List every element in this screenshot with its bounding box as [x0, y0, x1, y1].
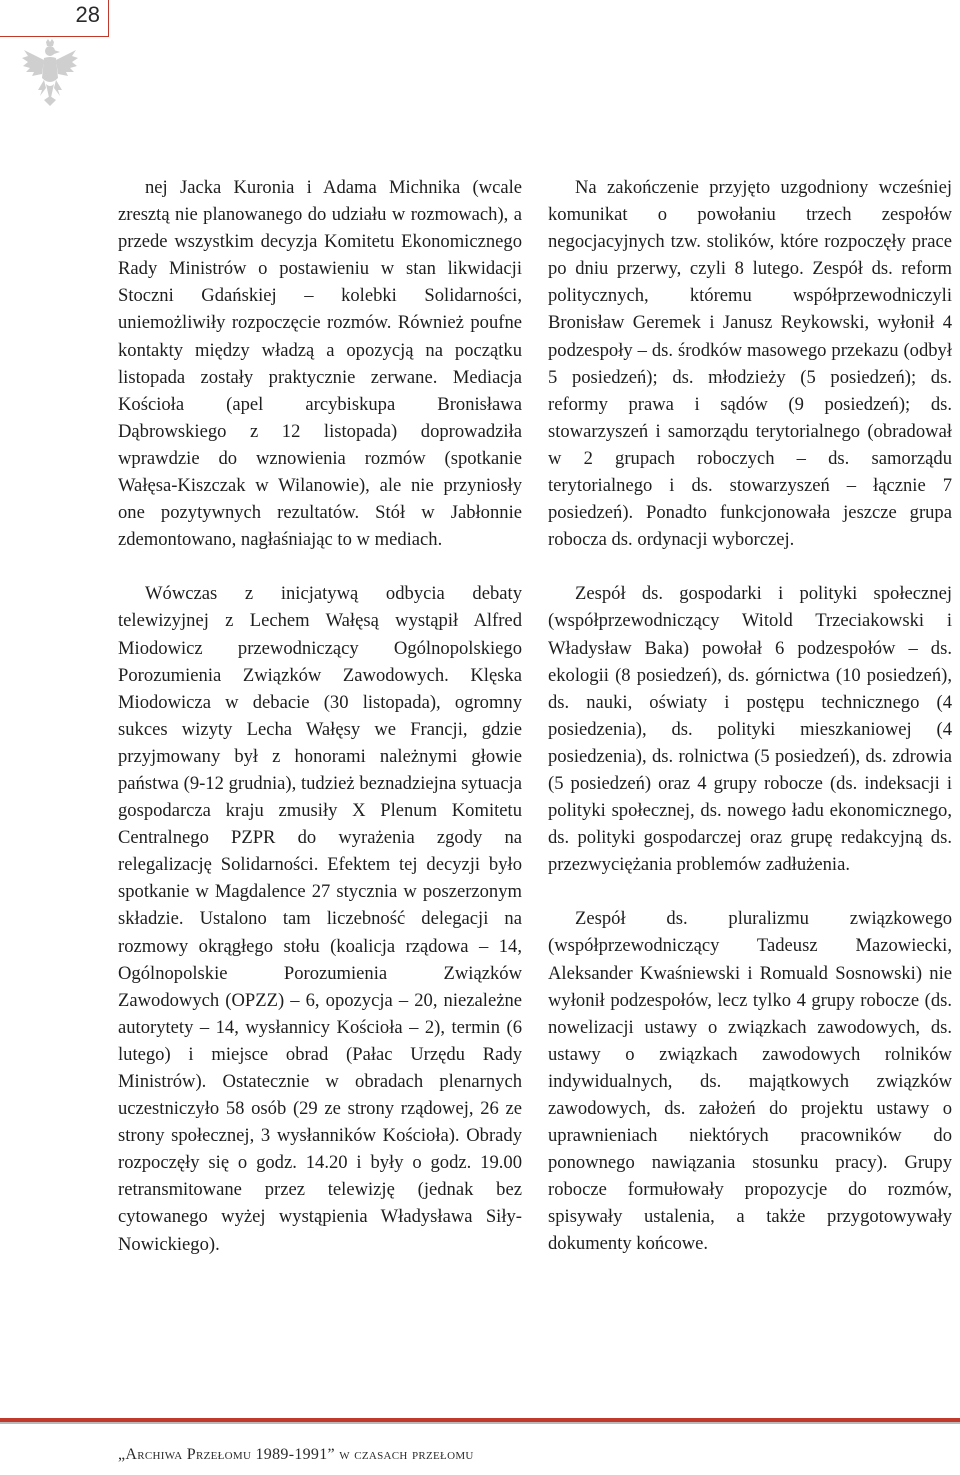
page-number-box — [0, 0, 109, 37]
polish-eagle-icon — [20, 38, 80, 108]
paragraph: Na zakończenie przyjęto uzgodniony wcześniej komunikat o powołaniu trzech zespołów negocjacyjnych tzw. stolików, które rozpoczęły prace po dniu przerwy, czyli 8 lutego. Zespół ds. reform politycznych, któremu współprzewodniczyli Bronisław Geremek i Janusz Reykowski, wyłonił 4 podzespoły – ds. środków masowego przekazu (odbył 5 posiedzeń); ds. młodzieży (5 posiedzeń); ds. reformy prawa i sądów (9 posiedzeń); ds. stowarzyszeń i samorządu terytorialnego (obradował w 2 grupach roboczych – ds. samorządu terytorialnego i ds. stowarzyszeń – łącznie 7 posiedzeń). Ponadto funkcjonowała jeszcze grupa robocza ds. ordynacji wyborczej. — [548, 177, 952, 551]
paragraph: Zespół ds. pluralizmu związkowego (współprzewodniczący Tadeusz Mazowiecki, Aleksander Kwaśniewski i Romuald Sosnowski) nie wyłonił podzespołów, lecz tylko 4 grupy robocze (ds. nowelizacji ustawy o związkach zawodowych, ds. ustawy o związkach zawodowych rolników indywidualnych, ds. majątkowych związków zawodowych, ds. założeń do projektu ustawy o uprawnieniach niektórych pracowników do ponownego nawiązania stosunku pracy). Grupy robocze formułowały propozycje do rozmów, spisywały ustalenia, a także przygotowywały dokumenty końcowe. — [548, 908, 952, 1255]
right-column — [548, 174, 952, 1258]
paragraph: Zespół ds. gospodarki i polityki społecznej (współprzewodniczący Witold Trzeciakowski i Władysław Baka) powołał 6 podzespołów – ds. ekologii (8 posiedzeń), ds. górnictwa (10 posiedzeń), ds. nauki, oświaty i postępu technicznego (4 posiedzenia), ds. polityki mieszkaniowej (4 posiedzenia), ds. rolnictwa (5 posiedzeń), ds. zdrowia (5 posiedzeń) oraz 4 grupy robocze (ds. indeksacji i polityki społecznej, ds. nowego ładu ekonomicznego, ds. polityki gospodarczej oraz grupę redakcyjną ds. przezwyciężania problemów zadłużenia. — [548, 583, 952, 876]
paragraph: Wówczas z inicjatywą odbycia debaty telewizyjnej z Lechem Wałęsą wystąpił Alfred Miodowicz przewodniczący Ogólnopolskiego Porozumienia Związków Zawodowych. Klęska Miodowicza w debacie (30 listopada), ogromny sukces wizyty Lecha Wałęsy we Francji, gdzie przyjmowany był z honorami należnymi głowie państwa (9-12 grudnia), tudzież beznadziejna sytuacja gospodarcza kraju zmusiły X Plenum Komitetu Centralnego PZPR do wyrażenia zgody na relegalizację Solidarności. Efektem tej decyzji było spotkanie w Magdalence 27 stycznia w poszerzonym składzie. Ustalono tam liczebność delegacji na rozmowy okrągłego stołu (koalicja rządowa – 14, Ogólnopolskie Porozumienia Związków Zawodowych (OPZZ) – 6, opozycja – 20, niezależne autorytety – 14, wysłannicy Kościoła – 2), termin (6 lutego) i miejsce obrad (Pałac Urzędu Rady Ministrów). Ostatecznie w obradach plenarnych uczestniczyło 58 osób (29 ze strony rządowej, 26 ze strony społecznej, 3 wysłanników Kościoła). Obrady rozpoczęły się o godz. 14.20 i były o godz. 19.00 retransmitowane przez telewizję (jednak bez cytowanego wyżej wystąpienia Władysława Siły-Nowickiego). — [118, 583, 522, 1255]
running-footer: „Archiwa Przełomu 1989-1991” w czasach przełomu — [118, 1446, 474, 1463]
paragraph: nej Jacka Kuronia i Adama Michnika (wcale zresztą nie planowanego do udziału w rozmowach), a przede wszystkim decyzja Komitetu Ekonomicznego Rady Ministrów o postawieniu w stan likwidacji Stoczni Gdańskiej – kolebki Solidarności, uniemożliwiły rozpoczęcie rozmów. Również poufne kontakty między władzą a opozycją na początku listopada zostały praktycznie zerwane. Mediacja Kościoła (apel arcybiskupa Bronisława Dąbrowskiego z 12 listopada) doprowadziła wprawdzie do wznowienia rozmów (spotkanie Wałęsa-Kiszczak w Wilanowie), ale nie przyniosły one pozytywnych rezultatów. Stół w Jabłonnie zdemontowano, nagłaśniając to w mediach. — [118, 177, 522, 551]
footer-rule — [0, 1422, 960, 1424]
left-column — [118, 174, 522, 1258]
page-number: 28 — [75, 2, 100, 27]
